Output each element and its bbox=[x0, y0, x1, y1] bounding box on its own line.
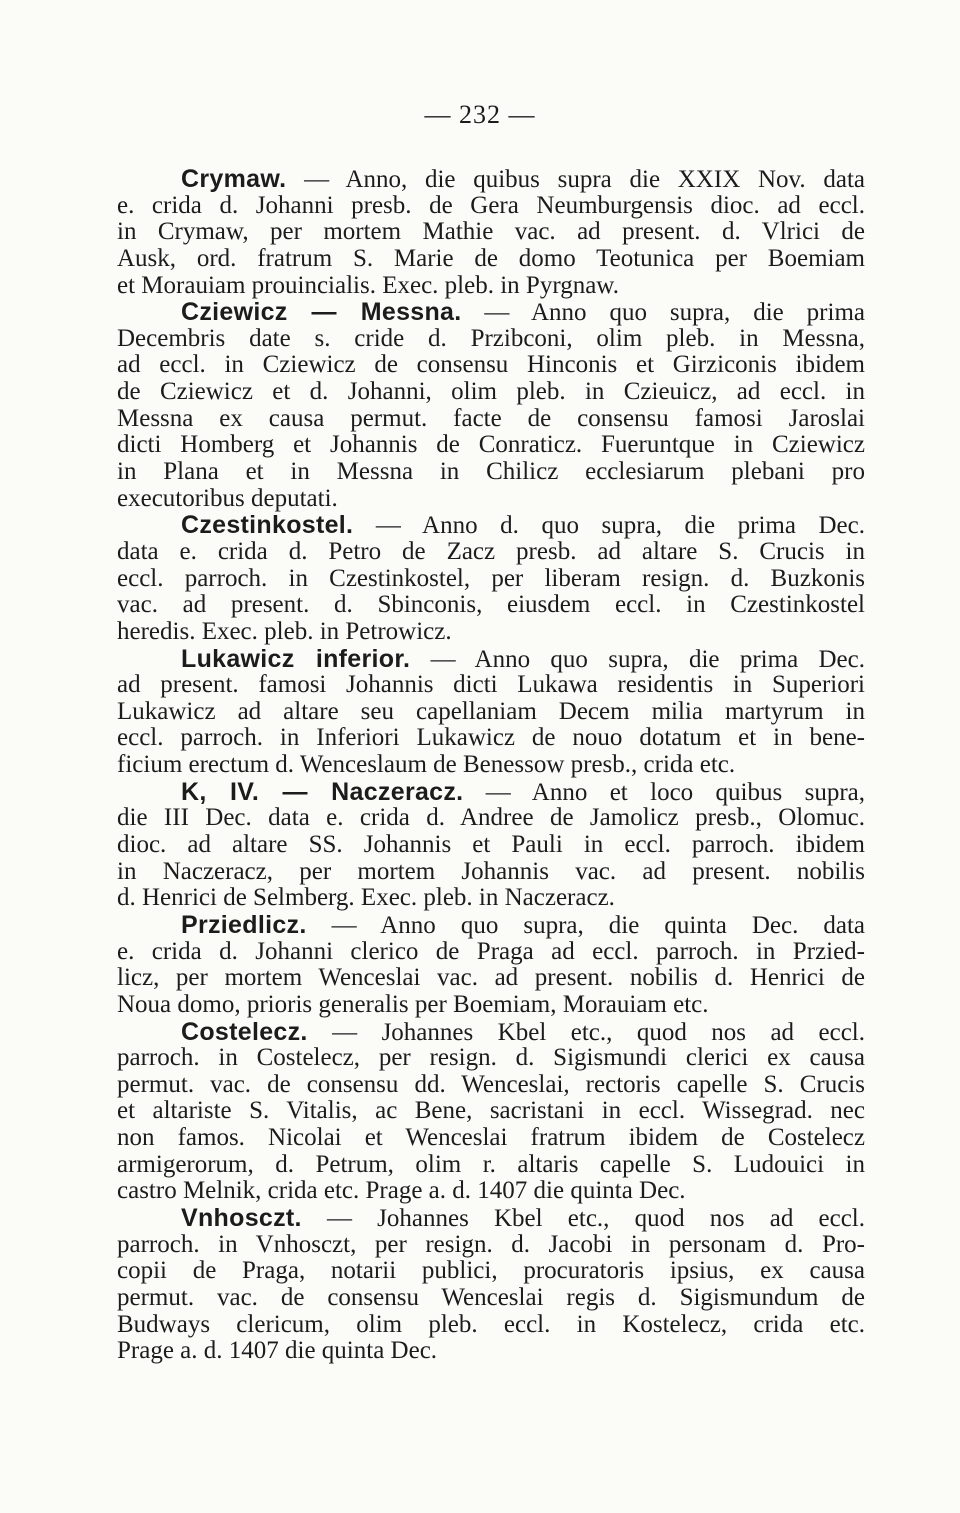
entry-first-line bbox=[117, 646, 865, 673]
line-text: copii de Praga, notarii publici, procuratoris ipsius, ex causa bbox=[117, 1257, 865, 1285]
text-line bbox=[117, 1045, 865, 1072]
line-text: Messna ex causa permut. facte de consensu famosi Jaroslai bbox=[117, 404, 865, 432]
text-line bbox=[117, 486, 865, 513]
text-line bbox=[117, 1312, 865, 1339]
line-text: e. crida d. Johanni presb. de Gera Neumburgensis dioc. ad eccl. bbox=[117, 191, 865, 219]
text-line bbox=[117, 592, 865, 619]
text-line bbox=[117, 619, 865, 646]
entry-heading: Cziewicz — Messna. bbox=[181, 298, 462, 327]
line-text: e. crida d. Johanni clerico de Praga ad eccl. parroch. in Przied- bbox=[117, 937, 865, 965]
text-line bbox=[117, 1258, 865, 1285]
text-line bbox=[117, 1338, 865, 1365]
text-line bbox=[117, 1232, 865, 1259]
line-text: die III Dec. data e. crida d. Andree de Jamolicz presb., Olomuc. bbox=[117, 804, 865, 832]
line-text: in Naczeracz, per mortem Johannis vac. ad present. nobilis bbox=[117, 857, 865, 885]
line-text: — Anno d. quo supra, die prima Dec. bbox=[353, 512, 865, 540]
line-text: — Johannes Kbel etc., quod nos ad eccl. bbox=[307, 1018, 865, 1046]
line-text: Noua domo, prioris generalis per Boemiam, Morauiam etc. bbox=[117, 990, 709, 1018]
line-text: ficium erectum d. Wenceslaum de Benessow presb., crida etc. bbox=[117, 751, 736, 779]
page-number: — 232 — bbox=[424, 100, 536, 129]
line-text: — Anno quo supra, die quinta Dec. data bbox=[306, 911, 865, 939]
entry-first-line bbox=[117, 912, 865, 939]
line-text: et altariste S. Vitalis, ac Bene, sacristani in eccl. Wissegrad. nec bbox=[117, 1097, 865, 1125]
line-text: de Cziewicz et d. Johanni, olim pleb. in Czieuicz, ad eccl. in bbox=[117, 378, 865, 406]
text-line bbox=[117, 1125, 865, 1152]
line-text: Prage a. d. 1407 die quinta Dec. bbox=[117, 1337, 438, 1365]
text-line bbox=[117, 352, 865, 379]
text-line bbox=[117, 432, 865, 459]
text-line bbox=[117, 805, 865, 832]
line-text: eccl. parroch. in Czestinkostel, per liberam resign. d. Buzkonis bbox=[117, 564, 865, 592]
text-line bbox=[117, 219, 865, 246]
line-text: heredis. Exec. pleb. in Petrowicz. bbox=[117, 617, 452, 645]
text-line bbox=[117, 1098, 865, 1125]
line-text: ad present. famosi Johannis dicti Lukawa residentis in Superiori bbox=[117, 671, 865, 699]
text-line bbox=[117, 699, 865, 726]
line-text: in Plana et in Messna in Chilicz ecclesiarum plebani pro bbox=[117, 458, 865, 486]
entry-heading: Costelecz. bbox=[181, 1017, 308, 1046]
line-text: castro Melnik, crida etc. Prage a. d. 1407 die quinta Dec. bbox=[117, 1177, 686, 1205]
line-text: ad eccl. in Cziewicz de consensu Hinconis et Girziconis ibidem bbox=[117, 351, 865, 379]
line-text: permut. vac. de consensu dd. Wenceslai, rectoris capelle S. Crucis bbox=[117, 1070, 865, 1098]
line-text: licz, per mortem Wenceslai vac. ad present. nobilis d. Henrici de bbox=[117, 964, 865, 992]
text-line bbox=[117, 939, 865, 966]
line-text: Lukawicz ad altare seu capellaniam Decem milia martyrum in bbox=[117, 697, 865, 725]
line-text: et Morauiam prouincialis. Exec. pleb. in Pyrgnaw. bbox=[117, 271, 619, 299]
entry-first-line bbox=[117, 299, 865, 326]
entry-first-line bbox=[117, 1205, 865, 1232]
text-line bbox=[117, 725, 865, 752]
text-line bbox=[117, 539, 865, 566]
text-line bbox=[117, 379, 865, 406]
text-line bbox=[117, 1178, 865, 1205]
text-line bbox=[117, 566, 865, 593]
entry-heading: K, IV. — Naczeracz. bbox=[181, 777, 464, 806]
entry-first-line bbox=[117, 1019, 865, 1046]
text-line bbox=[117, 885, 865, 912]
line-text: — Johannes Kbel etc., quod nos ad eccl. bbox=[301, 1204, 865, 1232]
text-line bbox=[117, 1152, 865, 1179]
entry-heading: Czestinkostel. bbox=[181, 511, 354, 540]
entry-heading: Prziedlicz. bbox=[181, 910, 307, 939]
text-line bbox=[117, 1072, 865, 1099]
text-line bbox=[117, 752, 865, 779]
text-line bbox=[117, 992, 865, 1019]
text-line bbox=[117, 965, 865, 992]
line-text: dicti Homberg et Johannis de Conraticz. Fueruntque in Cziewicz bbox=[117, 431, 865, 459]
line-text: — Anno quo supra, die prima bbox=[461, 299, 865, 327]
text-line bbox=[117, 859, 865, 886]
entry-heading: Lukawicz inferior. bbox=[181, 644, 411, 673]
line-text: permut. vac. de consensu Wenceslai regis d. Sigismundum de bbox=[117, 1283, 865, 1311]
entry-first-line bbox=[117, 166, 865, 193]
text-line bbox=[117, 273, 865, 300]
text-line bbox=[117, 326, 865, 353]
line-text: executoribus deputati. bbox=[117, 484, 338, 512]
text-line bbox=[117, 193, 865, 220]
line-text: Ausk, ord. fratrum S. Marie de domo Teotunica per Boemiam bbox=[117, 244, 865, 272]
text-line bbox=[117, 246, 865, 273]
line-text: data e. crida d. Petro de Zacz presb. ad altare S. Crucis in bbox=[117, 537, 865, 565]
line-text: Decembris date s. cride d. Przibconi, olim pleb. in Messna, bbox=[117, 324, 865, 352]
body-text bbox=[117, 166, 865, 1365]
entry-heading: Vnhosczt. bbox=[181, 1203, 302, 1232]
text-line bbox=[117, 406, 865, 433]
entry-heading: Crymaw. bbox=[181, 165, 287, 193]
line-text: armigerorum, d. Petrum, olim r. altaris capelle S. Ludouici in bbox=[117, 1150, 865, 1178]
line-text: — Anno, die quibus supra die XXIX Nov. data bbox=[286, 166, 865, 193]
line-text: in Crymaw, per mortem Mathie vac. ad present. d. Vlrici de bbox=[117, 218, 865, 246]
line-text: vac. ad present. d. Sbinconis, eiusdem eccl. in Czestinkostel bbox=[117, 591, 865, 619]
line-text: Budways clericum, olim pleb. eccl. in Kostelecz, crida etc. bbox=[117, 1310, 865, 1338]
line-text: d. Henrici de Selmberg. Exec. pleb. in Naczeracz. bbox=[117, 884, 615, 912]
line-text: eccl. parroch. in Inferiori Lukawicz de nouo dotatum et in bene- bbox=[117, 724, 865, 752]
text-line bbox=[117, 832, 865, 859]
line-text: — Anno quo supra, die prima Dec. bbox=[410, 645, 865, 673]
text-line bbox=[117, 672, 865, 699]
line-text: parroch. in Costelecz, per resign. d. Sigismundi clerici ex causa bbox=[117, 1044, 865, 1072]
text-line bbox=[117, 459, 865, 486]
entry-first-line bbox=[117, 512, 865, 539]
line-text: non famos. Nicolai et Wenceslai fratrum ibidem de Costelecz bbox=[117, 1124, 865, 1152]
text-line bbox=[117, 1285, 865, 1312]
line-text: parroch. in Vnhosczt, per resign. d. Jacobi in personam d. Pro- bbox=[117, 1230, 865, 1258]
line-text: dioc. ad altare SS. Johannis et Pauli in eccl. parroch. ibidem bbox=[117, 831, 865, 859]
entry-first-line bbox=[117, 779, 865, 806]
line-text: — Anno et loco quibus supra, bbox=[463, 778, 865, 806]
